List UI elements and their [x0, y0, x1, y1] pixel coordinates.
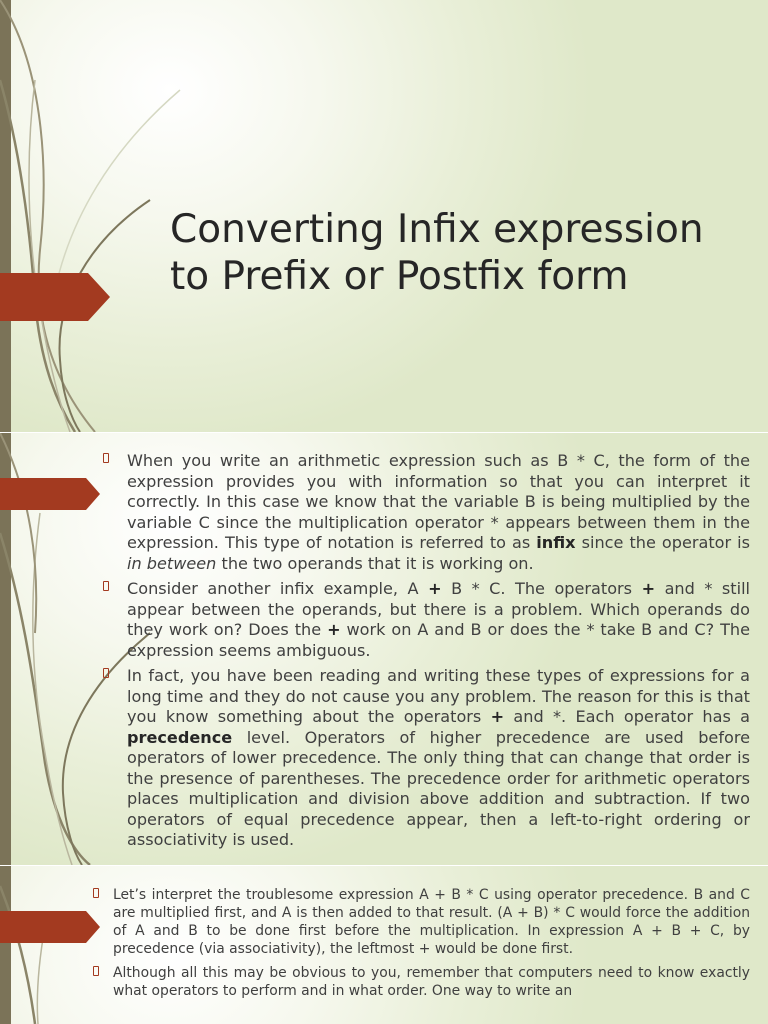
- bullet-item: [103, 886, 750, 958]
- text-run: level. Operators of higher precedence are used before operators of lower precedence. The only thing that can change that order is the presence of parentheses. The precedence order for arithmetic operators places multiplication and division above addition and subtraction. If two operators of equal precedence appear, then a left-to-right ordering or associativity is used.: [127, 727, 750, 849]
- bullet-list: [103, 886, 750, 1006]
- bullet-item: [103, 964, 750, 1000]
- chevron-arrow-icon: [0, 911, 100, 943]
- text-run: the two operands that it is working on.: [216, 553, 534, 573]
- slide-title: [0, 0, 768, 432]
- bullet-box-icon: [103, 668, 109, 678]
- bullet-text: [127, 666, 750, 851]
- bullet-text: [113, 964, 750, 1000]
- text-run: When you write an arithmetic expression such as B * C, the form of the expression provides you with information so that you can interpret it correctly. In this case we know that the variable B is being multiplied by the variable C since the multiplication operator * appears between them in the expression. This type of notation is referred to as: [127, 451, 750, 552]
- text-run: Although all this may be obvious to you, remember that computers need to know exactly what operators to perform and in what order. One way to write an: [113, 965, 750, 999]
- bullet-item: [103, 579, 750, 661]
- bullet-box-icon: [93, 966, 99, 976]
- bullet-box-icon: [103, 581, 109, 591]
- bold-text: +: [428, 579, 442, 598]
- text-run: B * C. The operators: [441, 579, 642, 598]
- bold-text: precedence: [127, 727, 233, 747]
- text-run: work on A and B or does the * take B and C? The expression seems ambiguous.: [127, 620, 750, 660]
- text-run: In fact, you have been reading and writing these types of expressions for a long time and they do not cause you any problem. The reason for this is that you know something about the operators: [127, 666, 750, 726]
- bold-text: +: [327, 620, 341, 639]
- bullet-item: [103, 451, 750, 574]
- slide-infix-explanation: [0, 433, 768, 865]
- chevron-arrow-icon: [0, 273, 110, 323]
- bullet-box-icon: [93, 888, 99, 898]
- bullet-text: [127, 451, 750, 574]
- chevron-arrow-icon: [0, 478, 100, 510]
- bold-text: +: [641, 579, 656, 598]
- bullet-text: [113, 886, 750, 958]
- text-run: Consider another infix example, A: [127, 579, 429, 598]
- text-run: Let’s interpret the troublesome expression A + B * C using operator precedence. B and C are multiplied first, and A is then added to that result. (A + B) * C would force the addition of A and B to be done first before the multiplication. In expression A + B + C, by precedence (via associativity), the leftmost + would be done first.: [113, 887, 750, 957]
- slide-title-text: Converting Infix expression to Prefix or Postfix form: [170, 207, 704, 299]
- text-run: and * still appear between the operands, but there is a problem. Which operands do they work on? Does the: [127, 579, 751, 639]
- bold-text: +: [490, 707, 505, 726]
- bold-text: infix: [536, 533, 576, 552]
- italic-text: in between: [127, 553, 217, 573]
- text-run: and *. Each operator has a: [504, 707, 750, 726]
- bullet-list: [103, 451, 750, 856]
- bullet-text: [127, 579, 750, 661]
- bullet-box-icon: [103, 453, 109, 463]
- bullet-item: [103, 666, 750, 851]
- text-run: since the operator is: [575, 533, 750, 552]
- slide-precedence: [0, 866, 768, 1024]
